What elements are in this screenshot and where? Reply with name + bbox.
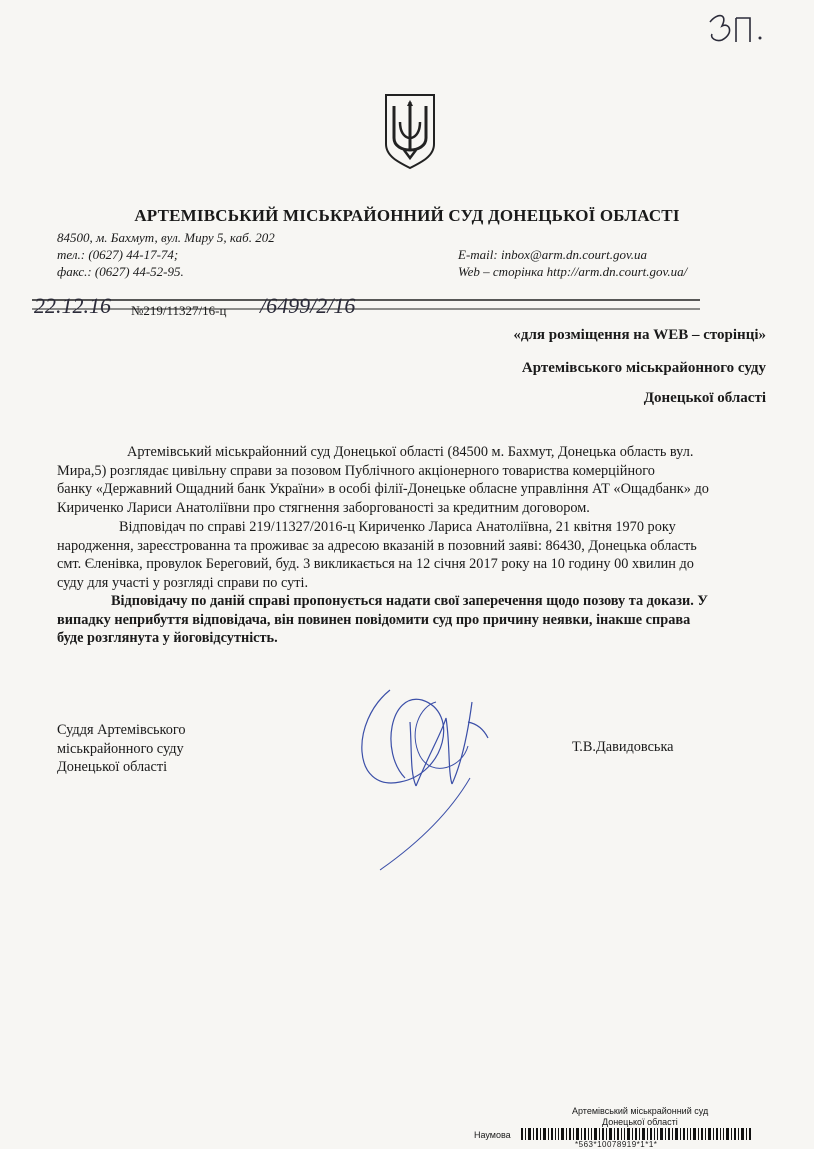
coat-of-arms-icon — [382, 92, 438, 170]
p3-line: Відповідачу по даній справі пропонується надати свої заперечення щодо позову та докази. У — [111, 593, 708, 609]
judge-position — [57, 721, 186, 777]
p2-line: смт. Єленівка, провулок Береговий, буд. 3 викликається на 12 січня 2017 року на 10 годину 00 хвилин до — [57, 556, 694, 573]
addressee-line-1: «для розміщення на WEB – сторінці» — [513, 327, 766, 343]
p1-line: Артемівський міськрайонний суд Донецької області (84500 м. Бахмут, Донецька область вул. — [127, 444, 694, 460]
addressee-line-2: Артемівського міськрайонного суду — [521, 360, 766, 376]
registration-stamp — [474, 1106, 755, 1149]
stamp-court-name: Артемівський міськрайонний суд — [572, 1106, 709, 1116]
p1-line: Мира,5) розглядає цивільну справи за позовом Публічного акціонерного товариства комерційного — [57, 462, 655, 479]
handwritten-reference: /6499/2/16 — [260, 293, 356, 318]
p2-line: суду для участі у розгляді справи по суті. — [57, 574, 309, 591]
handwritten-date: 22.12.16 — [34, 293, 111, 318]
contact-block-left — [57, 229, 275, 280]
p3-line: випадку неприбуття відповідача, він повинен повідомити суд про причину неявки, інакше справа — [57, 611, 691, 628]
p1-line: банку «Державний Ощадний банк України» в особі філії-Донецьке обласне управління АТ «Ощадбанк» до — [57, 481, 709, 498]
court-email: E-mail: inbox@arm.dn.court.gov.ua — [458, 247, 647, 262]
court-phone: тел.: (0627) 44-17-74; — [57, 247, 179, 262]
court-website: Web – сторінка http://arm.dn.court.gov.ua/ — [458, 264, 688, 279]
court-address: 84500, м. Бахмут, вул. Миру 5, каб. 202 — [57, 230, 275, 245]
paragraph-summons — [57, 518, 767, 592]
p3-line: буде розглянута у йоговідсутність. — [57, 630, 278, 647]
court-fax: факс.: (0627) 44-52-95. — [57, 264, 184, 279]
p2-line: народження, зареєстрованна та проживає за адресою вказаній в позовний заяві: 86430, Донецька область — [57, 537, 697, 554]
stamp-region: Донецької області — [602, 1117, 678, 1127]
stamp-operator: Наумова — [474, 1130, 511, 1140]
court-title: АРТЕМІВСЬКИЙ МІСЬКРАЙОННИЙ СУД ДОНЕЦЬКОЇ ОБЛАСТІ — [134, 206, 680, 225]
p2-line: Відповідач по справі 219/11327/2016-ц Кириченко Лариса Анатоліївна, 21 квітня 1970 року — [119, 519, 676, 535]
paragraph-case-description — [57, 443, 767, 517]
corner-mark-text: Зп. — [700, 62, 702, 63]
handwritten-corner-mark — [700, 4, 790, 64]
judge-position-line-1: Суддя Артемівського — [57, 722, 186, 738]
judge-position-line-3: Донецької області — [57, 759, 168, 775]
addressee-line-3: Донецької області — [643, 390, 766, 406]
paragraph-notice — [57, 592, 767, 648]
contact-block-right — [458, 246, 687, 280]
judge-signature — [350, 682, 540, 882]
p1-line: Кириченко Лариси Анатоліївни про стягнення заборгованості за кредитним договором. — [57, 499, 590, 516]
judge-position-line-2: міськрайонного суду — [57, 740, 184, 757]
registration-number: №219/11327/16-ц — [131, 303, 227, 318]
barcode-icon — [521, 1128, 751, 1140]
barcode-number: *563*10078919*1*1* — [575, 1140, 658, 1149]
judge-name: Т.В.Давидовська — [572, 739, 674, 755]
